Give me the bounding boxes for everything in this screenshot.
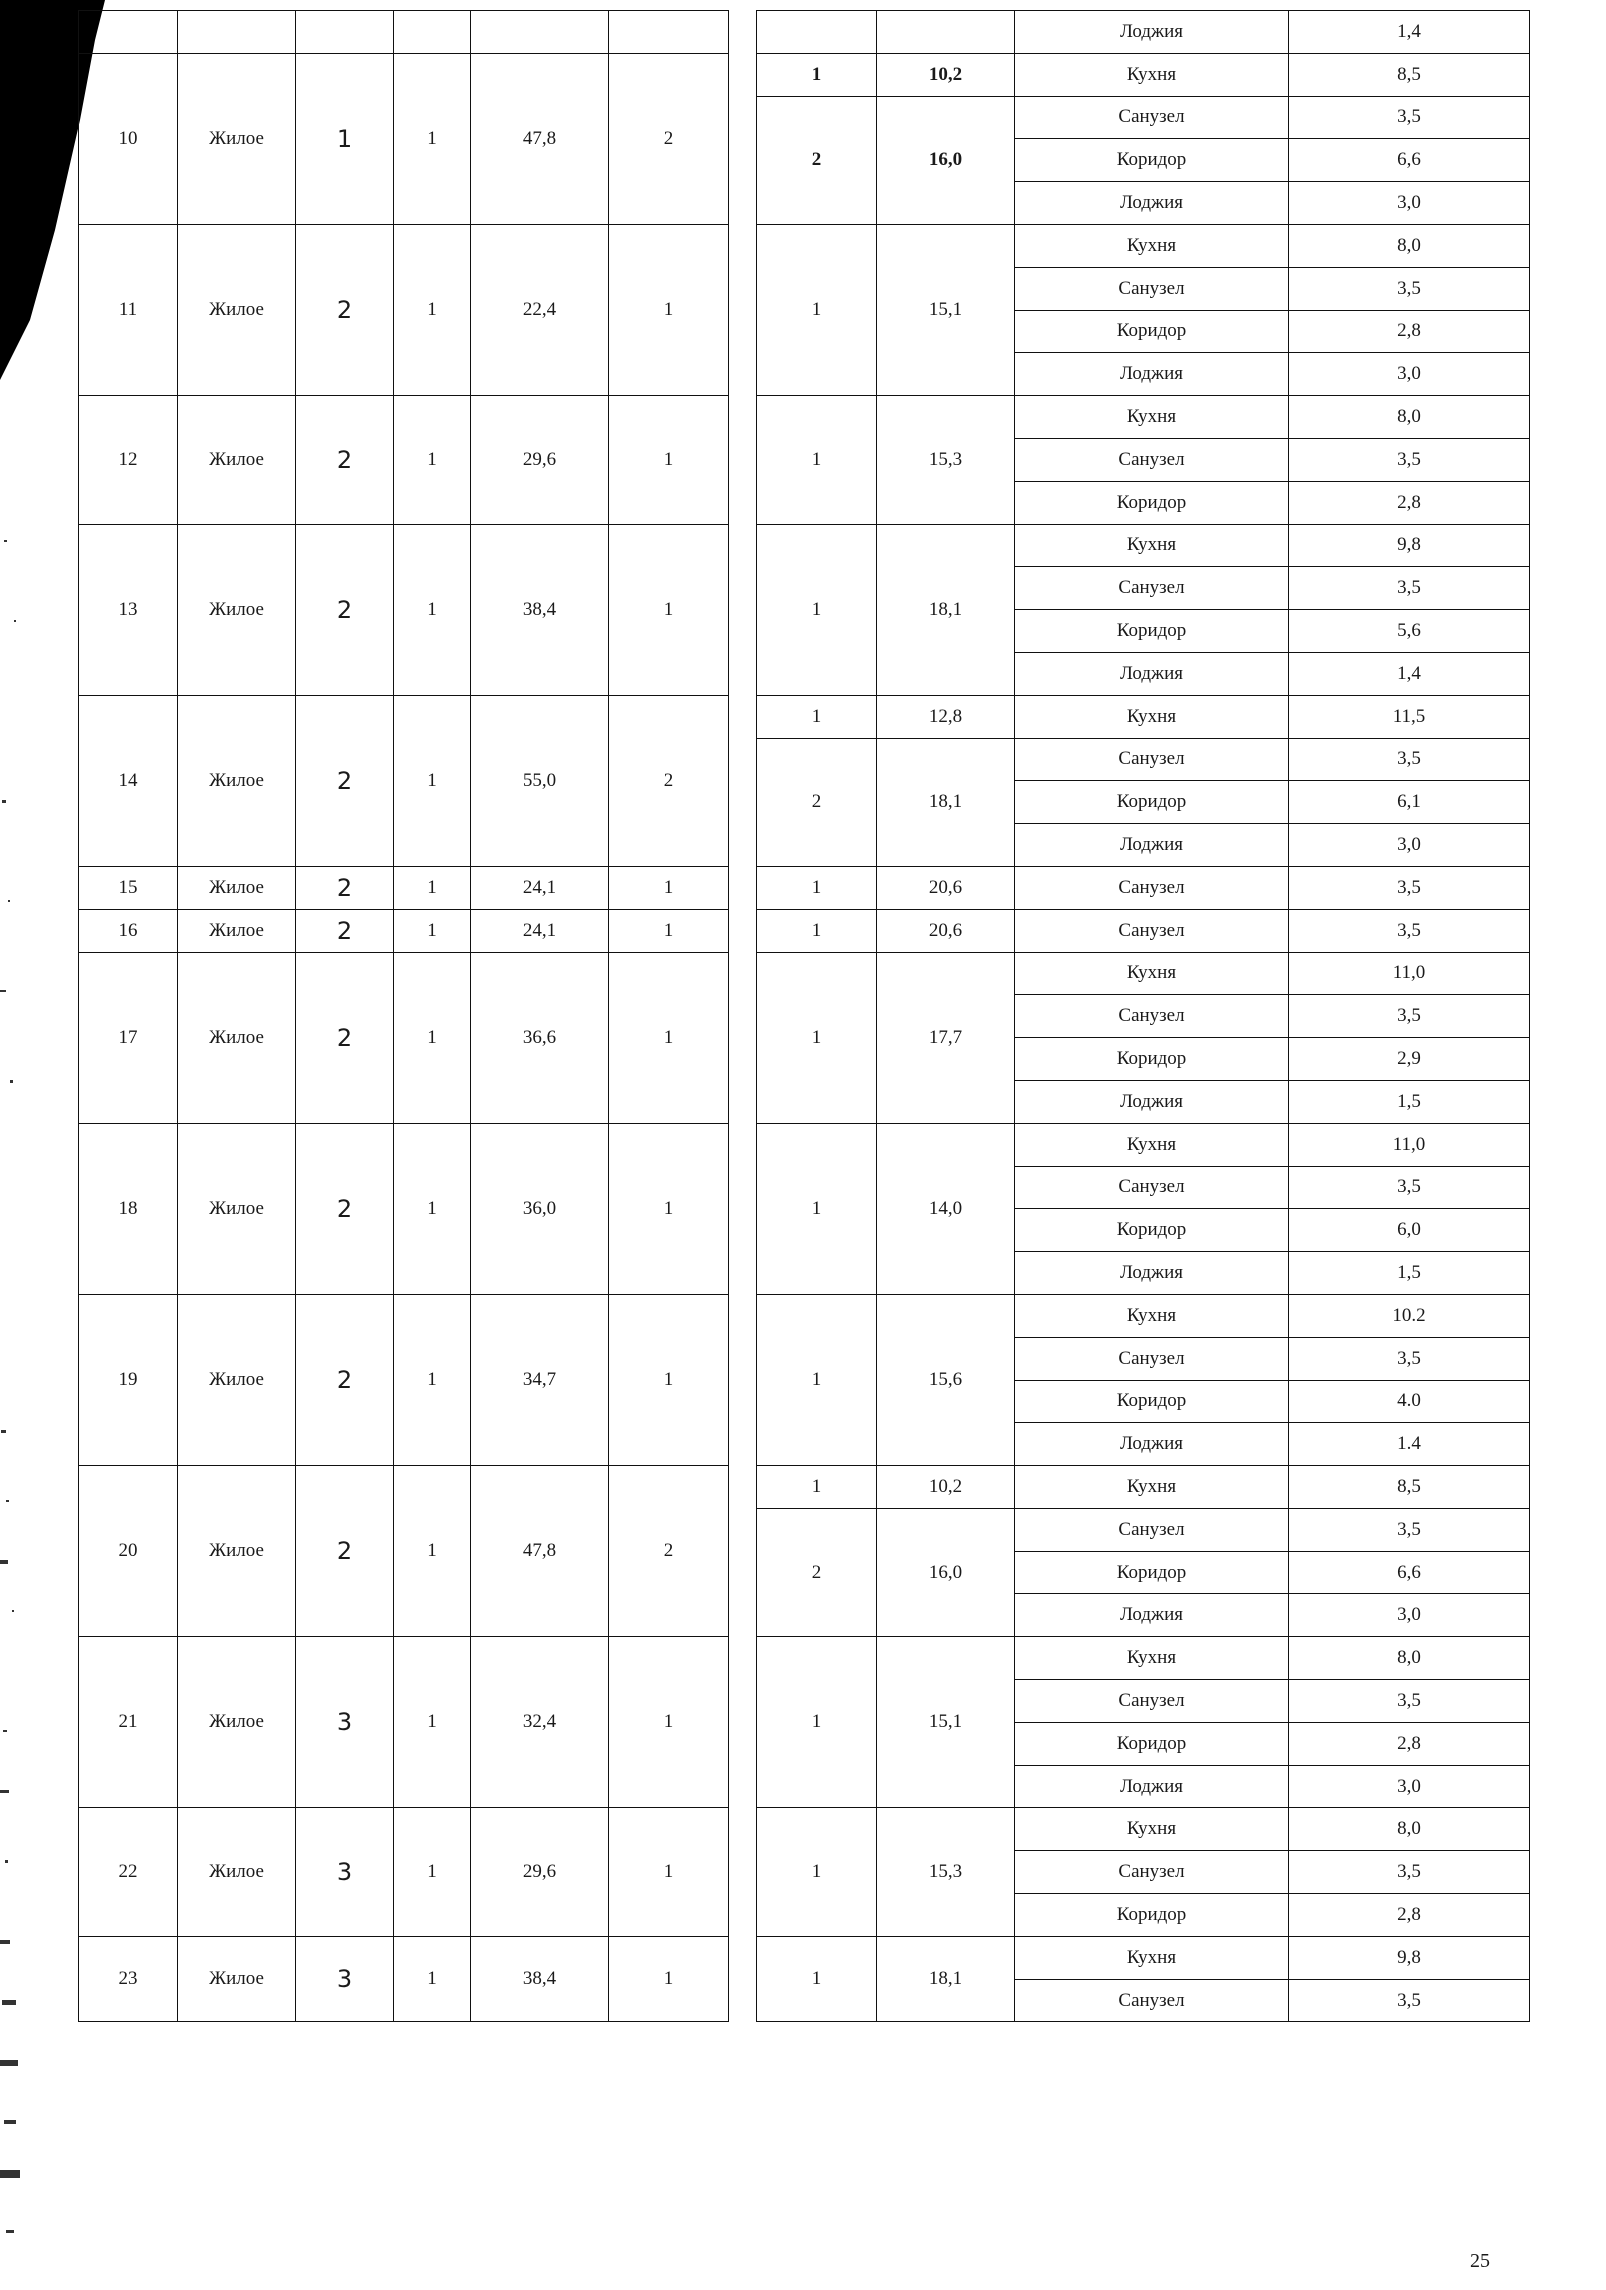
rooms-count: 1 bbox=[609, 952, 729, 1123]
total-area: 29,6 bbox=[471, 396, 609, 524]
room-number: 2 bbox=[757, 1508, 877, 1636]
rooms-count: 1 bbox=[609, 866, 729, 909]
aux-room-name: Кухня bbox=[1015, 1936, 1289, 1979]
aux-room-name: Коридор bbox=[1015, 1894, 1289, 1937]
block-number: 2 bbox=[296, 695, 394, 866]
room-number: 1 bbox=[757, 1637, 877, 1808]
floor-number: 1 bbox=[394, 53, 471, 224]
aux-room-area: 11,5 bbox=[1289, 695, 1530, 738]
block-number: 2 bbox=[296, 524, 394, 695]
aux-room-area: 3,5 bbox=[1289, 866, 1530, 909]
rooms-count: 1 bbox=[609, 1294, 729, 1465]
total-area: 36,6 bbox=[471, 952, 609, 1123]
aux-room-name: Лоджия bbox=[1015, 824, 1289, 867]
room-area: 10,2 bbox=[877, 53, 1015, 96]
aux-room-area: 3,5 bbox=[1289, 995, 1530, 1038]
room-area: 15,3 bbox=[877, 396, 1015, 524]
block-number: 3 bbox=[296, 1637, 394, 1808]
floor-number: 1 bbox=[394, 1808, 471, 1936]
aux-room-area: 3,5 bbox=[1289, 1680, 1530, 1723]
aux-room-name: Кухня bbox=[1015, 1637, 1289, 1680]
aux-room-name: Лоджия bbox=[1015, 182, 1289, 225]
block-number: 2 bbox=[296, 866, 394, 909]
total-area: 55,0 bbox=[471, 695, 609, 866]
block-number: 3 bbox=[296, 1808, 394, 1936]
aux-room-area: 1,4 bbox=[1289, 652, 1530, 695]
gap-cell bbox=[729, 1294, 757, 1465]
page-number: 25 bbox=[1470, 2250, 1490, 2272]
room-number: 2 bbox=[757, 738, 877, 866]
aux-room-name: Кухня bbox=[1015, 1123, 1289, 1166]
aux-room-area: 1,4 bbox=[1289, 11, 1530, 54]
aux-room-name: Кухня bbox=[1015, 952, 1289, 995]
aux-room-area: 3,5 bbox=[1289, 1508, 1530, 1551]
rooms-count: 1 bbox=[609, 524, 729, 695]
gap-cell bbox=[729, 695, 757, 866]
apartment-type: Жилое bbox=[178, 909, 296, 952]
block-number: 3 bbox=[296, 1936, 394, 2022]
room-area: 14,0 bbox=[877, 1123, 1015, 1294]
aux-room-area: 3,5 bbox=[1289, 1337, 1530, 1380]
total-area: 47,8 bbox=[471, 53, 609, 224]
aux-room-area: 2,9 bbox=[1289, 1038, 1530, 1081]
aux-room-name: Кухня bbox=[1015, 1466, 1289, 1509]
scan-noise bbox=[0, 380, 90, 2290]
apartment-number: 16 bbox=[79, 909, 178, 952]
table-row bbox=[79, 1294, 1530, 1337]
aux-room-area: 3,5 bbox=[1289, 267, 1530, 310]
aux-room-area: 11,0 bbox=[1289, 952, 1530, 995]
apartment-number: 22 bbox=[79, 1808, 178, 1936]
room-area: 20,6 bbox=[877, 909, 1015, 952]
aux-room-name: Санузел bbox=[1015, 1508, 1289, 1551]
floor-number: 1 bbox=[394, 952, 471, 1123]
block-number: 2 bbox=[296, 396, 394, 524]
floor-number: 1 bbox=[394, 1936, 471, 2022]
aux-room-name: Санузел bbox=[1015, 995, 1289, 1038]
aux-room-area: 4.0 bbox=[1289, 1380, 1530, 1423]
apartment-type: Жилое bbox=[178, 53, 296, 224]
rooms-count: 1 bbox=[609, 224, 729, 395]
aux-room-name: Коридор bbox=[1015, 1551, 1289, 1594]
apartment-number: 17 bbox=[79, 952, 178, 1123]
table-row bbox=[79, 1123, 1530, 1166]
room-number: 1 bbox=[757, 1808, 877, 1936]
total-area: 24,1 bbox=[471, 866, 609, 909]
block-number: 2 bbox=[296, 909, 394, 952]
gap-cell bbox=[729, 1123, 757, 1294]
rooms-count: 1 bbox=[609, 396, 729, 524]
total-area: 24,1 bbox=[471, 909, 609, 952]
empty-cell bbox=[609, 11, 729, 54]
room-area: 18,1 bbox=[877, 1936, 1015, 2022]
room-area: 15,6 bbox=[877, 1294, 1015, 1465]
total-area: 38,4 bbox=[471, 1936, 609, 2022]
apartment-number: 12 bbox=[79, 396, 178, 524]
total-area: 38,4 bbox=[471, 524, 609, 695]
aux-room-area: 2,8 bbox=[1289, 310, 1530, 353]
apartment-number: 11 bbox=[79, 224, 178, 395]
gap-cell bbox=[729, 909, 757, 952]
room-number: 1 bbox=[757, 695, 877, 738]
empty-cell bbox=[296, 11, 394, 54]
aux-room-area: 3,5 bbox=[1289, 738, 1530, 781]
room-number: 1 bbox=[757, 1294, 877, 1465]
aux-room-area: 3,5 bbox=[1289, 1851, 1530, 1894]
aux-room-name: Кухня bbox=[1015, 524, 1289, 567]
apartment-number: 18 bbox=[79, 1123, 178, 1294]
aux-room-area: 2,8 bbox=[1289, 1894, 1530, 1937]
aux-room-name: Лоджия bbox=[1015, 1594, 1289, 1637]
table-row bbox=[79, 1466, 1530, 1509]
aux-room-name: Лоджия bbox=[1015, 1080, 1289, 1123]
aux-room-name: Санузел bbox=[1015, 1851, 1289, 1894]
block-number: 2 bbox=[296, 952, 394, 1123]
gap-cell bbox=[729, 1466, 757, 1637]
aux-room-name: Лоджия bbox=[1015, 11, 1289, 54]
aux-room-name: Санузел bbox=[1015, 909, 1289, 952]
aux-room-area: 2,8 bbox=[1289, 1722, 1530, 1765]
aux-room-name: Коридор bbox=[1015, 310, 1289, 353]
room-number: 1 bbox=[757, 1936, 877, 2022]
apartment-number: 10 bbox=[79, 53, 178, 224]
room-number: 1 bbox=[757, 866, 877, 909]
block-number: 1 bbox=[296, 53, 394, 224]
aux-room-name: Коридор bbox=[1015, 1722, 1289, 1765]
floor-number: 1 bbox=[394, 695, 471, 866]
aux-room-name: Коридор bbox=[1015, 781, 1289, 824]
rooms-count: 1 bbox=[609, 1637, 729, 1808]
total-area: 34,7 bbox=[471, 1294, 609, 1465]
aux-room-name: Санузел bbox=[1015, 1680, 1289, 1723]
block-number: 2 bbox=[296, 1466, 394, 1637]
room-number: 1 bbox=[757, 53, 877, 96]
table-row bbox=[79, 53, 1530, 96]
aux-room-name: Санузел bbox=[1015, 738, 1289, 781]
rooms-count: 1 bbox=[609, 1936, 729, 2022]
room-area: 15,3 bbox=[877, 1808, 1015, 1936]
apartment-type: Жилое bbox=[178, 1637, 296, 1808]
apartment-number: 21 bbox=[79, 1637, 178, 1808]
aux-room-name: Лоджия bbox=[1015, 1765, 1289, 1808]
aux-room-name: Кухня bbox=[1015, 53, 1289, 96]
room-area: 18,1 bbox=[877, 524, 1015, 695]
apartment-type: Жилое bbox=[178, 1294, 296, 1465]
apartments-table-container bbox=[78, 10, 1530, 2022]
aux-room-name: Коридор bbox=[1015, 481, 1289, 524]
aux-room-area: 3,5 bbox=[1289, 1979, 1530, 2022]
room-number: 1 bbox=[757, 909, 877, 952]
empty-cell bbox=[79, 11, 178, 54]
apartment-type: Жилое bbox=[178, 224, 296, 395]
aux-room-area: 5,6 bbox=[1289, 610, 1530, 653]
room-number: 1 bbox=[757, 524, 877, 695]
apartment-number: 20 bbox=[79, 1466, 178, 1637]
total-area: 32,4 bbox=[471, 1637, 609, 1808]
table-row bbox=[79, 524, 1530, 567]
empty-cell bbox=[471, 11, 609, 54]
aux-room-area: 3,5 bbox=[1289, 438, 1530, 481]
room-area: 15,1 bbox=[877, 224, 1015, 395]
aux-room-area: 8,0 bbox=[1289, 396, 1530, 439]
floor-number: 1 bbox=[394, 866, 471, 909]
floor-number: 1 bbox=[394, 909, 471, 952]
room-area: 16,0 bbox=[877, 1508, 1015, 1636]
floor-number: 1 bbox=[394, 396, 471, 524]
apartment-type: Жилое bbox=[178, 866, 296, 909]
aux-room-area: 3,0 bbox=[1289, 182, 1530, 225]
room-area: 12,8 bbox=[877, 695, 1015, 738]
table-row bbox=[79, 1936, 1530, 1979]
aux-room-area: 3,5 bbox=[1289, 1166, 1530, 1209]
total-area: 36,0 bbox=[471, 1123, 609, 1294]
apartment-type: Жилое bbox=[178, 1808, 296, 1936]
room-area: 18,1 bbox=[877, 738, 1015, 866]
apartment-type: Жилое bbox=[178, 952, 296, 1123]
aux-room-name: Санузел bbox=[1015, 1337, 1289, 1380]
empty-cell bbox=[757, 11, 877, 54]
aux-room-area: 8,5 bbox=[1289, 1466, 1530, 1509]
rooms-count: 1 bbox=[609, 1808, 729, 1936]
gap-cell bbox=[729, 1936, 757, 2022]
empty-cell bbox=[729, 11, 757, 54]
empty-cell bbox=[178, 11, 296, 54]
gap-cell bbox=[729, 224, 757, 395]
rooms-count: 1 bbox=[609, 1123, 729, 1294]
aux-room-area: 1,5 bbox=[1289, 1252, 1530, 1295]
aux-room-area: 8,0 bbox=[1289, 224, 1530, 267]
aux-room-area: 8,5 bbox=[1289, 53, 1530, 96]
room-area: 16,0 bbox=[877, 96, 1015, 224]
aux-room-area: 1,5 bbox=[1289, 1080, 1530, 1123]
aux-room-name: Кухня bbox=[1015, 695, 1289, 738]
rooms-count: 2 bbox=[609, 695, 729, 866]
room-number: 1 bbox=[757, 1123, 877, 1294]
empty-cell bbox=[877, 11, 1015, 54]
aux-room-name: Кухня bbox=[1015, 1808, 1289, 1851]
apartment-type: Жилое bbox=[178, 396, 296, 524]
empty-cell bbox=[394, 11, 471, 54]
aux-room-area: 10.2 bbox=[1289, 1294, 1530, 1337]
apartment-type: Жилое bbox=[178, 524, 296, 695]
room-number: 1 bbox=[757, 952, 877, 1123]
aux-room-name: Кухня bbox=[1015, 224, 1289, 267]
apartment-number: 15 bbox=[79, 866, 178, 909]
aux-room-name: Кухня bbox=[1015, 396, 1289, 439]
floor-number: 1 bbox=[394, 1294, 471, 1465]
block-number: 2 bbox=[296, 1294, 394, 1465]
aux-room-area: 1.4 bbox=[1289, 1423, 1530, 1466]
block-number: 2 bbox=[296, 224, 394, 395]
apartment-type: Жилое bbox=[178, 1123, 296, 1294]
total-area: 22,4 bbox=[471, 224, 609, 395]
apartment-number: 13 bbox=[79, 524, 178, 695]
room-area: 20,6 bbox=[877, 866, 1015, 909]
aux-room-name: Коридор bbox=[1015, 139, 1289, 182]
table-row bbox=[79, 1808, 1530, 1851]
aux-room-name: Санузел bbox=[1015, 267, 1289, 310]
aux-room-area: 8,0 bbox=[1289, 1808, 1530, 1851]
gap-cell bbox=[729, 1808, 757, 1936]
aux-room-area: 3,5 bbox=[1289, 909, 1530, 952]
room-number: 1 bbox=[757, 224, 877, 395]
gap-cell bbox=[729, 866, 757, 909]
aux-room-area: 3,5 bbox=[1289, 567, 1530, 610]
table-row bbox=[79, 224, 1530, 267]
apartment-number: 19 bbox=[79, 1294, 178, 1465]
aux-room-name: Санузел bbox=[1015, 96, 1289, 139]
total-area: 29,6 bbox=[471, 1808, 609, 1936]
aux-room-name: Санузел bbox=[1015, 438, 1289, 481]
floor-number: 1 bbox=[394, 1466, 471, 1637]
aux-room-area: 3,5 bbox=[1289, 96, 1530, 139]
aux-room-area: 2,8 bbox=[1289, 481, 1530, 524]
aux-room-area: 6,6 bbox=[1289, 1551, 1530, 1594]
room-number: 1 bbox=[757, 1466, 877, 1509]
aux-room-area: 3,0 bbox=[1289, 353, 1530, 396]
total-area: 47,8 bbox=[471, 1466, 609, 1637]
room-number: 1 bbox=[757, 396, 877, 524]
aux-room-area: 3,0 bbox=[1289, 824, 1530, 867]
table-row bbox=[79, 396, 1530, 439]
aux-room-name: Коридор bbox=[1015, 1380, 1289, 1423]
aux-room-area: 6,0 bbox=[1289, 1209, 1530, 1252]
apartment-number: 14 bbox=[79, 695, 178, 866]
apartment-type: Жилое bbox=[178, 1466, 296, 1637]
aux-room-area: 9,8 bbox=[1289, 1936, 1530, 1979]
rooms-count: 1 bbox=[609, 909, 729, 952]
room-area: 10,2 bbox=[877, 1466, 1015, 1509]
rooms-count: 2 bbox=[609, 1466, 729, 1637]
aux-room-name: Лоджия bbox=[1015, 1252, 1289, 1295]
apartment-type: Жилое bbox=[178, 1936, 296, 2022]
aux-room-area: 11,0 bbox=[1289, 1123, 1530, 1166]
aux-room-name: Санузел bbox=[1015, 567, 1289, 610]
aux-room-name: Коридор bbox=[1015, 1209, 1289, 1252]
table-row bbox=[79, 11, 1530, 54]
apartment-type: Жилое bbox=[178, 695, 296, 866]
room-area: 15,1 bbox=[877, 1637, 1015, 1808]
floor-number: 1 bbox=[394, 224, 471, 395]
apartments-table bbox=[78, 10, 1530, 2022]
gap-cell bbox=[729, 952, 757, 1123]
gap-cell bbox=[729, 1637, 757, 1808]
aux-room-name: Лоджия bbox=[1015, 1423, 1289, 1466]
gap-cell bbox=[729, 53, 757, 224]
floor-number: 1 bbox=[394, 524, 471, 695]
aux-room-name: Коридор bbox=[1015, 1038, 1289, 1081]
aux-room-area: 8,0 bbox=[1289, 1637, 1530, 1680]
aux-room-name: Санузел bbox=[1015, 1166, 1289, 1209]
floor-number: 1 bbox=[394, 1123, 471, 1294]
table-row bbox=[79, 695, 1530, 738]
aux-room-area: 3,0 bbox=[1289, 1594, 1530, 1637]
aux-room-area: 9,8 bbox=[1289, 524, 1530, 567]
floor-number: 1 bbox=[394, 1637, 471, 1808]
aux-room-area: 6,1 bbox=[1289, 781, 1530, 824]
block-number: 2 bbox=[296, 1123, 394, 1294]
aux-room-name: Санузел bbox=[1015, 1979, 1289, 2022]
aux-room-name: Лоджия bbox=[1015, 353, 1289, 396]
rooms-count: 2 bbox=[609, 53, 729, 224]
aux-room-area: 6,6 bbox=[1289, 139, 1530, 182]
room-area: 17,7 bbox=[877, 952, 1015, 1123]
aux-room-name: Коридор bbox=[1015, 610, 1289, 653]
apartment-number: 23 bbox=[79, 1936, 178, 2022]
aux-room-area: 3,0 bbox=[1289, 1765, 1530, 1808]
aux-room-name: Санузел bbox=[1015, 866, 1289, 909]
gap-cell bbox=[729, 396, 757, 524]
aux-room-name: Кухня bbox=[1015, 1294, 1289, 1337]
table-row bbox=[79, 952, 1530, 995]
room-number: 2 bbox=[757, 96, 877, 224]
table-row bbox=[79, 1637, 1530, 1680]
aux-room-name: Лоджия bbox=[1015, 652, 1289, 695]
gap-cell bbox=[729, 524, 757, 695]
